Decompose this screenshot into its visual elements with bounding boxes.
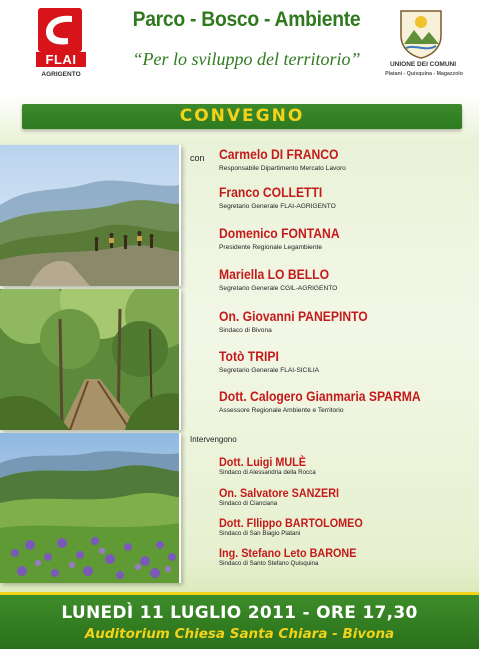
photo-meadow-flowers (0, 433, 181, 583)
page-title: Parco - Bosco - Ambiente (132, 8, 361, 31)
photo-forest-path (0, 289, 181, 430)
speaker-role: Segretario Generale FLAI-AGRIGENTO (219, 203, 336, 210)
con-label: con (190, 153, 205, 163)
convegno-label: CONVEGNO (179, 106, 305, 126)
event-venue: Auditorium Chiesa Santa Chiara - Bivona (84, 626, 395, 642)
speaker-item (219, 147, 469, 173)
speaker-item (219, 267, 469, 293)
intervention-item (219, 486, 469, 508)
intervengono-label: Intervengono (190, 435, 237, 444)
photo-mountain-hikers (0, 145, 181, 286)
speaker-role: Segretario Generale CGIL-AGRIGENTO (219, 285, 338, 292)
speaker-item (219, 226, 469, 252)
intervention-name: On. Salvatore SANZERI (219, 486, 340, 500)
speaker-name: Totò TRIPI (219, 349, 279, 364)
speaker-role: Sindaco di Bivona (219, 327, 272, 334)
speaker-name: Carmelo DI FRANCO (219, 147, 339, 162)
speaker-name: On. Giovanni PANEPINTO (219, 309, 368, 324)
intervention-item (219, 516, 469, 538)
intervention-name: Ing. Stefano Leto BARONE (219, 546, 357, 560)
intervention-role: Sindaco di Santo Stefano Quisquina (219, 560, 319, 567)
page-subtitle: “Per lo sviluppo del territorio” (132, 49, 361, 69)
intervention-item (219, 546, 469, 568)
intervention-role: Sindaco di Alessandria della Rocca (219, 469, 316, 476)
speaker-role: Assessore Regionale Ambiente e Territorio (219, 407, 344, 414)
speaker-item (219, 349, 469, 375)
intervention-item (219, 455, 469, 477)
logo-city-text: AGRIGENTO (41, 71, 81, 78)
speaker-role: Segretario Generale FLAI-SICILIA (219, 367, 320, 374)
union-subtitle: Platani - Quisquina - Magazzolo (385, 71, 463, 77)
footer-divider (0, 592, 479, 595)
speaker-item (219, 389, 469, 415)
flai-logo (38, 8, 82, 52)
speaker-name: Domenico FONTANA (219, 226, 340, 241)
speaker-name: Mariella LO BELLO (219, 267, 330, 282)
flai-swoosh-icon (38, 8, 82, 52)
union-title: UNIONE DEI COMUNI (389, 61, 457, 68)
speaker-role: Presidente Regionale Legambiente (219, 244, 323, 251)
logo-flai-text: FLAI (36, 52, 86, 67)
event-date: LUNEDÌ 11 LUGLIO 2011 - ORE 17,30 (61, 603, 418, 623)
intervention-role: Sindaco di Cianciana (219, 500, 278, 507)
intervention-name: Dott. FIlippo BARTOLOMEO (219, 516, 363, 530)
speaker-name: Dott. Calogero Gianmaria SPARMA (219, 389, 421, 404)
union-emblem-icon (398, 8, 444, 60)
intervention-name: Dott. Luigi MULÈ (219, 455, 306, 469)
speaker-item (219, 309, 469, 335)
speaker-name: Franco COLLETTI (219, 185, 323, 200)
speaker-role: Responsabile Dipartimento Mercato Lavoro (219, 165, 346, 172)
intervention-role: Sindaco di San Biagio Platani (219, 530, 301, 537)
speaker-item (219, 185, 469, 211)
